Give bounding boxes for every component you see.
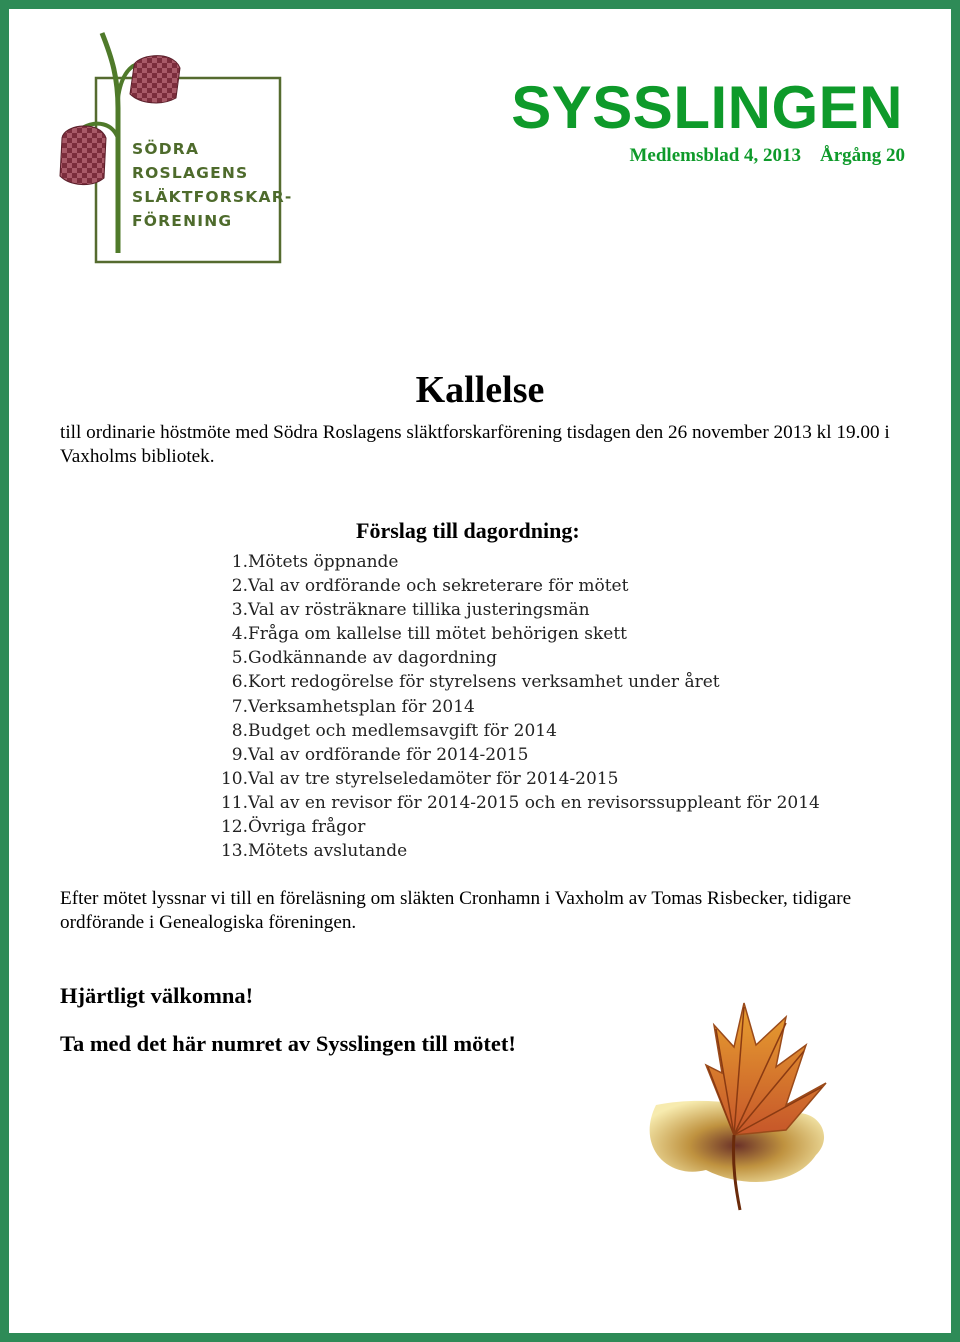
item-number: 5. <box>231 648 248 669</box>
logo-line: SLÄKTFORSKAR- <box>132 188 293 206</box>
agenda-item <box>200 550 820 574</box>
item-label: Val av tre styrelseledamöter för 2014-2015 <box>248 768 619 789</box>
agenda-item <box>200 622 820 646</box>
newsletter-title: SYSSLINGEN <box>511 74 903 141</box>
item-number: 7. <box>231 696 248 717</box>
agenda-item <box>200 719 820 743</box>
item-number: 11. <box>220 792 248 813</box>
logo-line: FÖRENING <box>132 212 233 230</box>
item-label: Godkännande av dagordning <box>248 648 497 669</box>
item-number: 12. <box>220 817 248 838</box>
item-label: Verksamhetsplan för 2014 <box>248 696 475 717</box>
item-label: Val av en revisor för 2014-2015 och en revisorssuppleant för 2014 <box>248 792 820 813</box>
autumn-leaf-image <box>636 995 846 1215</box>
issue-info: Medlemsblad 4, 2013 Årgång 20 <box>629 145 905 166</box>
page-heading: Kallelse <box>415 369 545 411</box>
welcome-text: Hjärtligt välkomna! <box>60 983 254 1008</box>
agenda-item <box>200 815 820 839</box>
logo-text <box>132 137 293 233</box>
item-label: Val av rösträknare tillika justeringsmän <box>248 600 590 621</box>
item-label: Val av ordförande och sekreterare för mötet <box>248 576 629 597</box>
item-number: 13. <box>220 841 248 862</box>
item-number: 4. <box>231 624 248 645</box>
item-number: 3. <box>231 600 248 621</box>
reminder-text: Ta med det här numret av Sysslingen till mötet! <box>60 1031 516 1056</box>
item-label: Fråga om kallelse till mötet behörigen skett <box>248 624 627 645</box>
agenda-item <box>200 598 820 622</box>
item-number: 6. <box>231 672 248 693</box>
agenda-item <box>200 695 820 719</box>
item-number: 2. <box>231 576 248 597</box>
agenda-heading: Förslag till dagordning: <box>356 518 580 543</box>
intro-paragraph: till ordinarie höstmöte med Södra Roslagens släktforskarförening tisdagen den 26 november 2013 kl 19.00 i Vaxholms bibliotek. <box>60 422 890 467</box>
agenda-item <box>200 791 820 815</box>
item-label: Val av ordförande för 2014-2015 <box>248 744 529 765</box>
agenda-item <box>200 839 820 863</box>
item-number: 8. <box>231 720 248 741</box>
agenda-item <box>200 646 820 670</box>
item-label: Kort redogörelse för styrelsens verksamhet under året <box>248 672 720 693</box>
agenda-item <box>200 743 820 767</box>
lecture-paragraph: Efter mötet lyssnar vi till en föreläsning om släkten Cronhamn i Vaxholm av Tomas Risbecker, tidigare ordförande i Genealogiska föreningen. <box>60 888 852 933</box>
item-label: Mötets avslutande <box>248 841 408 862</box>
item-number: 10. <box>220 768 248 789</box>
agenda-list <box>200 550 820 863</box>
item-label: Övriga frågor <box>248 817 366 838</box>
agenda-item <box>200 670 820 694</box>
item-number: 1. <box>231 552 248 572</box>
item-number: 9. <box>231 744 248 765</box>
logo-line: ROSLAGENS <box>132 164 249 182</box>
item-label: Mötets öppnande <box>248 552 399 572</box>
agenda-item <box>200 574 820 598</box>
logo-line: SÖDRA <box>132 140 200 158</box>
item-label: Budget och medlemsavgift för 2014 <box>248 720 557 741</box>
agenda-item <box>200 767 820 791</box>
